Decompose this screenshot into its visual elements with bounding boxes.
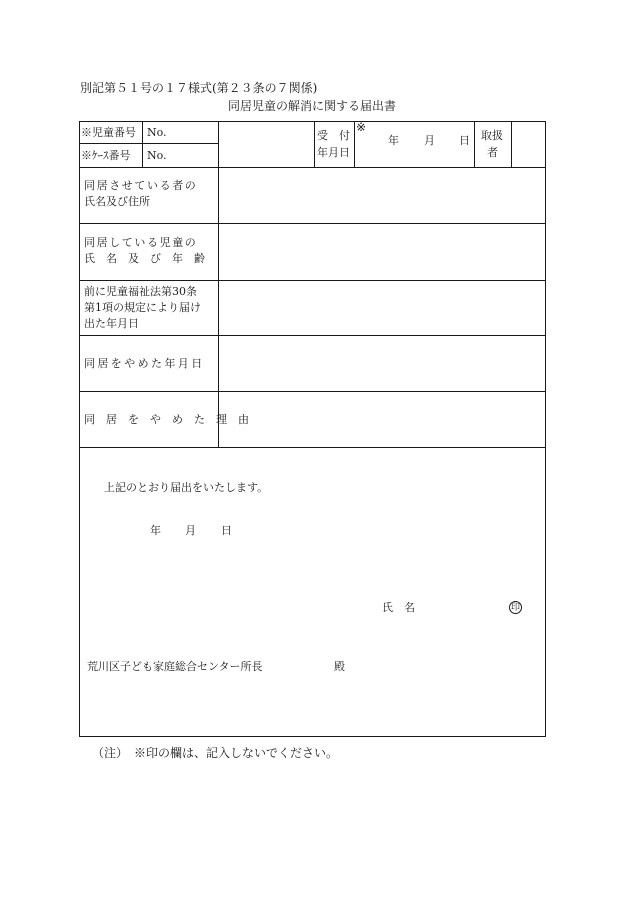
divider (142, 121, 143, 167)
child-label: 氏 名 及 び 年 齢 (84, 252, 205, 265)
child-number-field[interactable]: No. (147, 126, 167, 139)
received-month-field[interactable]: 月 (424, 134, 435, 147)
seal-icon: 印 (510, 603, 520, 613)
caregiver-label: 同居させている者の (84, 179, 198, 192)
form-number: 別記第５１号の１７様式(第２３条の７関係) (80, 81, 318, 95)
applicant-name-field[interactable] (428, 597, 504, 617)
divider (474, 121, 475, 167)
prior-notice-label: 前に児童福祉法第30条 (84, 285, 197, 298)
case-number-label: ※ｹｰｽ番号 (81, 149, 131, 162)
divider (354, 121, 355, 167)
declaration-statement: 上記のとおり届出をいたします。 (104, 481, 269, 494)
child-number-label: ※児童番号 (81, 126, 136, 139)
ended-reason-field[interactable] (219, 392, 545, 447)
divider (79, 143, 218, 144)
handler-field[interactable] (512, 122, 545, 166)
child-field[interactable] (219, 224, 545, 280)
ended-reason-label: 同 居 を や め た 理 由 (84, 413, 249, 426)
divider (79, 447, 546, 448)
ended-date-field[interactable] (219, 336, 545, 391)
received-date-label: 受 付 (317, 129, 350, 142)
received-day-field[interactable]: 日 (459, 134, 470, 147)
handler-label: 取扱 (481, 129, 503, 142)
divider (314, 121, 315, 167)
declaration-day-field[interactable]: 日 (221, 524, 232, 537)
office-use-mark: ※ (356, 120, 367, 134)
prior-notice-label: 第1項の規定により届け (84, 301, 201, 314)
honorific: 殿 (334, 660, 345, 673)
caregiver-label: 氏名及び住所 (84, 195, 150, 208)
prior-notice-field[interactable] (219, 281, 545, 335)
case-number-field[interactable]: No. (147, 149, 167, 162)
prior-notice-label: 出た年月日 (84, 317, 139, 330)
child-label: 同居している児童の (84, 236, 198, 249)
applicant-name-label: 氏 名 (382, 601, 415, 614)
declaration-month-field[interactable]: 月 (185, 524, 196, 537)
addressee: 荒川区子ども家庭総合センター所長 (87, 660, 263, 673)
received-date-label: 年月日 (317, 146, 350, 159)
footnote: （注） ※印の欄は、記入しないでください。 (92, 746, 339, 760)
declaration-year-field[interactable]: 年 (150, 524, 161, 537)
ended-date-label: 同居をやめた年月日 (84, 357, 205, 370)
received-year-field[interactable]: 年 (388, 134, 399, 147)
caregiver-field[interactable] (219, 168, 545, 223)
document-title: 同居児童の解消に関する届出書 (228, 99, 397, 113)
handler-label: 者 (487, 146, 498, 159)
